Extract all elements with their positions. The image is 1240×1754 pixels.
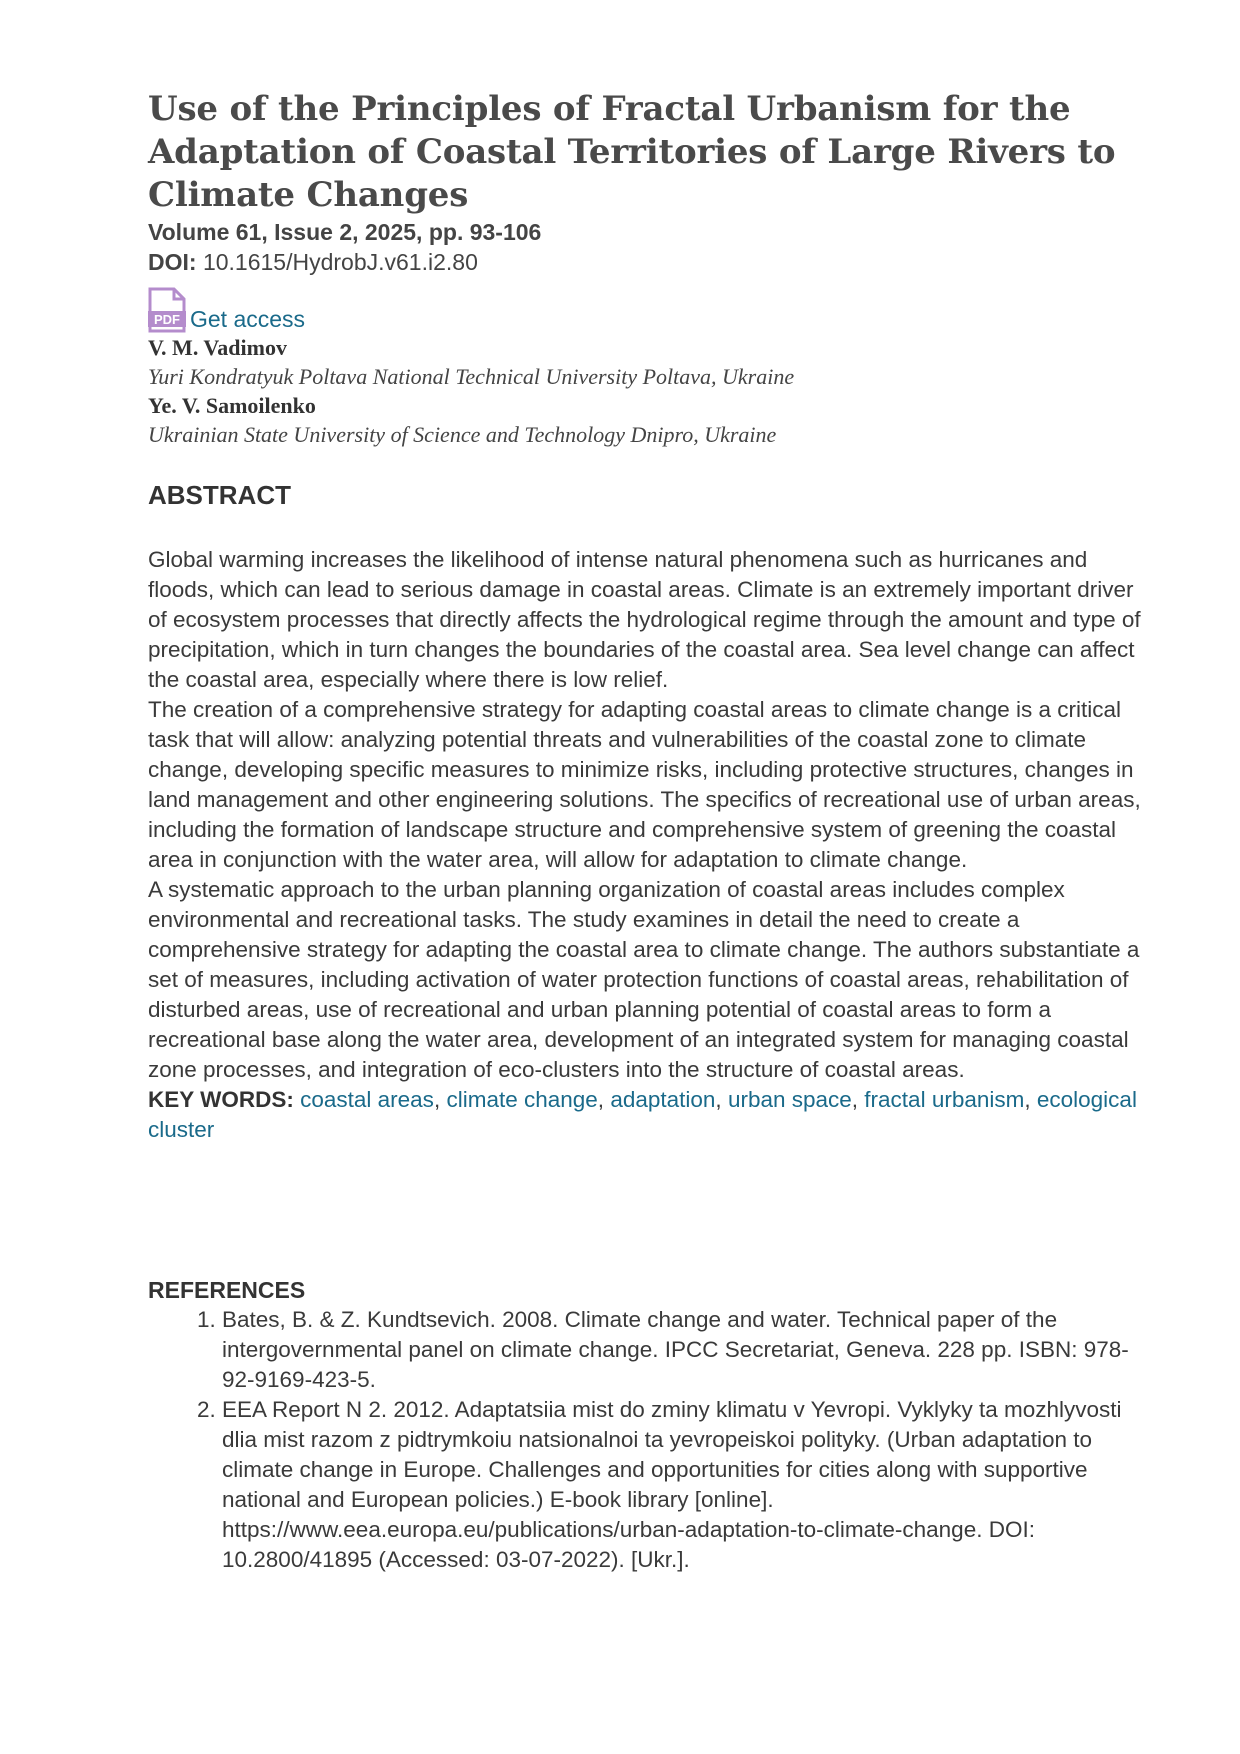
keyword-link[interactable]: urban space <box>727 1087 852 1112</box>
article-page <box>148 88 1148 1575</box>
article-title: Use of the Principles of Fractal Urbanism for the Adaptation of Coastal Territories of Large Rivers to Climate Changes <box>148 89 1116 215</box>
doi-value[interactable]: 10.1615/HydrobJ.v61.i2.80 <box>202 249 478 275</box>
get-access-row[interactable] <box>148 287 1148 333</box>
get-access-link[interactable]: Get access <box>190 306 306 332</box>
keyword-link[interactable]: ecological cluster <box>148 1087 1137 1142</box>
references-list <box>148 1305 1148 1575</box>
volume-info: Volume 61, Issue 2, 2025, pp. 93-106 <box>148 219 542 245</box>
keywords-line: KEY WORDS: coastal areas, climate change, adaptation, urban space, fractal urbanism, ecological cluster <box>148 1087 1137 1142</box>
abstract-heading: ABSTRACT <box>148 480 291 510</box>
pdf-icon-label: PDF <box>154 312 180 327</box>
reference-item: 2. EEA Report N 2. 2012. Adaptatsiia mist do zminy klimatu v Yevropi. Vyklyky ta mozhlyvosti dlia mist razom z pidtrymkoiu natsionalnoi ta yevropeiskoi polityky. (Urban adaptation to climate change in Europe. Challenges and opportunities for cities along with supportive national and European policies.) E-book library [online]. https://www.eea.europa.eu/publications/urban-adaptation-to-climate-change. DOI: 10.2800/41895 (Accessed: 03-07-2022). [Ukr.]. <box>222 1395 1148 1575</box>
abstract-paragraph: A systematic approach to the urban planning organization of coastal areas includes complex environmental and recreational tasks. The study examines in detail the need to create a comprehensive strategy for adapting the coastal area to climate change. The authors substantiate a set of measures, including activation of water protection functions of coastal areas, rehabilitation of disturbed areas, use of recreational and urban planning potential of coastal areas to form a recreational base along the water area, development of an integrated system for managing coastal zone processes, and integration of eco-clusters into the structure of coastal areas. <box>148 877 1140 1082</box>
authors-block <box>148 333 1148 449</box>
abstract-paragraph: Global warming increases the likelihood of intense natural phenomena such as hurricanes and floods, which can lead to serious damage in coastal areas. Climate is an extremely important driver of ecosystem processes that directly affects the hydrological regime through the amount and type of precipitation, which in turn changes the boundaries of the coastal area. Sea level change can affect the coastal area, especially where there is low relief. <box>148 547 1141 692</box>
abstract-body <box>148 545 1148 1085</box>
keywords-label: KEY WORDS: <box>148 1087 294 1112</box>
keyword-link[interactable]: climate change <box>446 1087 598 1112</box>
author-name: V. M. Vadimov <box>148 335 287 360</box>
doi-label: DOI: <box>148 249 197 275</box>
author-affiliation: Yuri Kondratyuk Poltava National Technical University Poltava, Ukraine <box>148 364 795 389</box>
keyword-link[interactable]: adaptation <box>610 1087 716 1112</box>
keyword-link[interactable]: fractal urbanism <box>864 1087 1025 1112</box>
pdf-icon[interactable] <box>148 287 186 333</box>
abstract-paragraph: The creation of a comprehensive strategy for adapting coastal areas to climate change is a critical task that will allow: analyzing potential threats and vulnerabilities of the coastal zone to climate change, developing specific measures to minimize risks, including protective structures, changes in land management and other engineering solutions. The specifics of recreational use of urban areas, including the formation of landscape structure and comprehensive system of greening the coastal area in conjunction with the water area, will allow for adaptation to climate change. <box>148 697 1141 872</box>
reference-item: 1. Bates, B. & Z. Kundtsevich. 2008. Climate change and water. Technical paper of the intergovernmental panel on climate change. IPCC Secretariat, Geneva. 228 pp. ISBN: 978-92-9169-423-5. <box>222 1305 1148 1395</box>
references-heading: REFERENCES <box>148 1277 306 1303</box>
author-affiliation: Ukrainian State University of Science and Technology Dnipro, Ukraine <box>148 422 777 447</box>
author-name: Ye. V. Samoilenko <box>148 393 316 418</box>
doi-line <box>148 247 1148 277</box>
keyword-link[interactable]: coastal areas <box>300 1087 434 1112</box>
